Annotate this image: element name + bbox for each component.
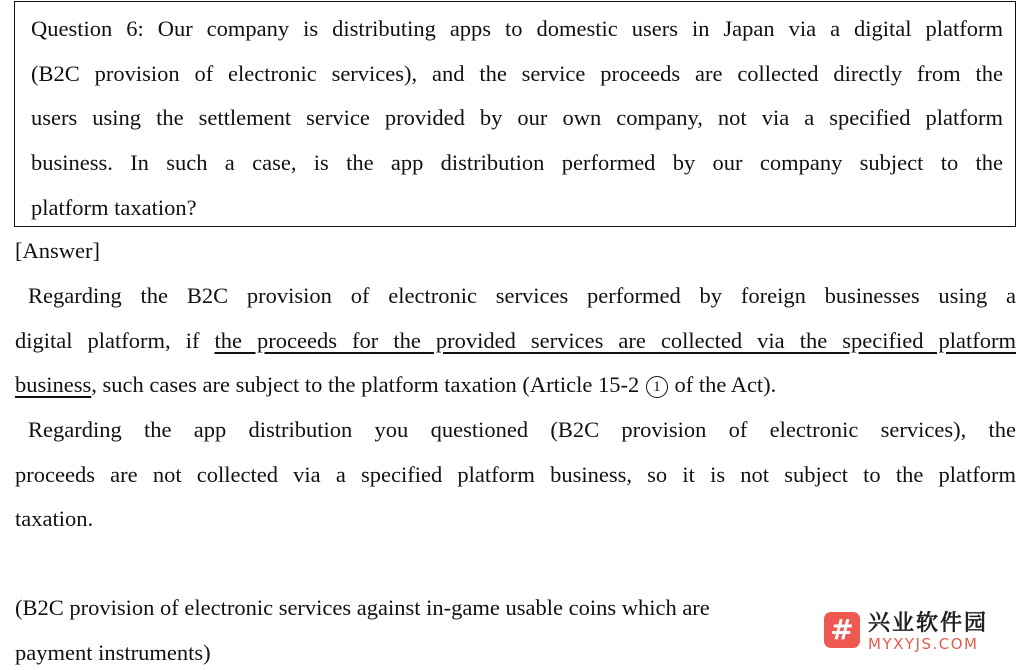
watermark-url: MYXYJS.COM	[868, 635, 979, 653]
paragraph-2-line-1: Regarding the app distribution you questioned (B2C provision of electronic services), the	[28, 417, 1016, 442]
section-heading-line-1: (B2C provision of electronic services against in-game usable coins which are	[15, 595, 710, 620]
watermark-logo-icon: #	[824, 612, 860, 648]
paragraph-1-line-3	[15, 372, 1016, 398]
section-heading-line-2: payment instruments)	[15, 640, 211, 665]
question-line-3: users using the settlement service provided by our own company, not via a specified platform	[31, 105, 1003, 130]
question-line-4: business. In such a case, is the app distribution performed by our company subject to the	[31, 150, 1003, 175]
paragraph-1-line-1: Regarding the B2C provision of electronic services performed by foreign businesses using a	[28, 283, 1016, 308]
answer-heading: [Answer]	[15, 238, 100, 263]
question-line-2: (B2C provision of electronic services), and the service proceeds are collected directly from the	[31, 61, 1003, 86]
question-line-1: Question 6: Our company is distributing apps to domestic users in Japan via a digital platform	[31, 16, 1003, 41]
underlined-text: business	[15, 372, 92, 397]
underlined-text: the proceeds for the provided services are collected via the specified platform	[214, 328, 1016, 353]
paragraph-2-line-2: proceeds are not collected via a specified platform business, so it is not subject to the platform	[15, 462, 1016, 487]
paragraph-1-text: of the Act).	[668, 372, 777, 397]
watermark	[806, 588, 1024, 670]
circled-number: 1	[646, 376, 668, 398]
question-line-5: platform taxation?	[31, 195, 197, 220]
paragraph-1-text: digital platform, if	[15, 328, 215, 353]
question-box	[14, 1, 1016, 227]
paragraph-1-text: , such cases are subject to the platform taxation (Article 15-2	[91, 372, 645, 397]
watermark-title: 兴业软件园	[868, 611, 989, 636]
paragraph-1-line-2	[15, 328, 1016, 354]
paragraph-2-line-3: taxation.	[15, 506, 94, 531]
